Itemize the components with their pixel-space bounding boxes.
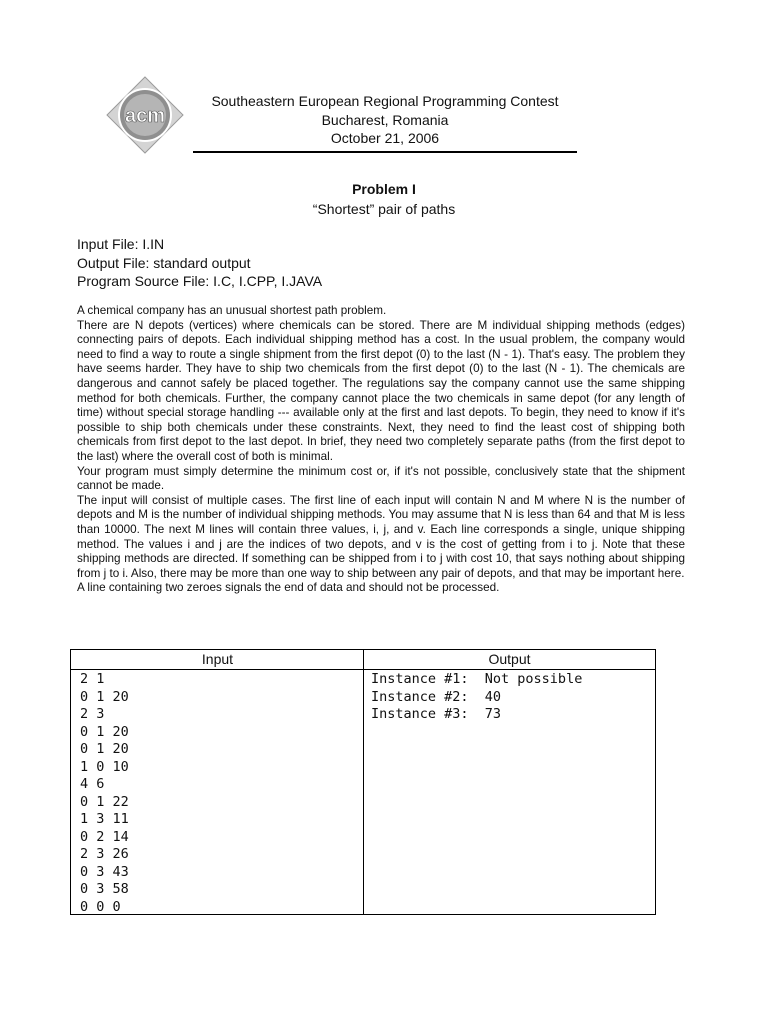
output-line: Instance #1: Not possible bbox=[371, 671, 583, 687]
output-file: Output File: standard output bbox=[77, 254, 251, 271]
input-line: 0 2 14 bbox=[80, 828, 129, 845]
acm-logo-icon bbox=[106, 76, 184, 154]
description-paragraph: The input will consist of multiple cases. The first line of each input will contain N and M where N is the number of depots and M is the number of individual shipping methods. You may assume that N is less than 64 and that M is less than 10000. The next M lines will contain three values, i, j, and v. Each line corresponds a single, unique shipping method. The values i and j are the indices of two depots, and v is the cost of getting from i to j. Note that these shipping methods are directed. If something can be shipped from i to j with cost 10, that says nothing about shipping from j to i. Also, there may be more than one way to ship between any pair of depots, and that may be important here. bbox=[77, 493, 685, 580]
problem-title: Problem I bbox=[352, 181, 416, 197]
input-line: 2 3 26 bbox=[80, 846, 129, 862]
io-example-table bbox=[70, 649, 656, 915]
description-paragraph: A line containing two zeroes signals the end of data and should not be processed. bbox=[77, 581, 500, 595]
input-line: 2 1 bbox=[80, 671, 105, 687]
source-file: Program Source File: I.C, I.CPP, I.JAVA bbox=[77, 273, 323, 289]
output-line: Instance #3: 73 bbox=[371, 706, 502, 722]
problem-description bbox=[77, 304, 685, 596]
output-line: Instance #2: 40 bbox=[371, 688, 502, 705]
input-line: 1 0 10 bbox=[80, 758, 129, 775]
input-file: Input File: I.IN bbox=[77, 236, 165, 252]
header-divider bbox=[193, 151, 577, 153]
input-line: 0 1 20 bbox=[80, 688, 129, 705]
logo-text: acm bbox=[124, 105, 166, 127]
input-column-header: Input bbox=[201, 651, 234, 667]
problem-subtitle: “Shortest” pair of paths bbox=[312, 201, 456, 217]
description-paragraph: There are N depots (vertices) where chemicals can be stored. There are M individual shipping methods (edges) connecting pairs of depots. Each individual shipping method has a cost. In the usual problem, the company would need to find a way to route a single shipment from the first depot (0) to the last (N - 1). That's easy. The problem they have seems harder. They have to ship two chemicals from the first depot (0) to the last (N - 1). The chemicals are dangerous and cannot safely be placed together. The regulations say the company cannot use the same shipping method for both chemicals. Further, the company cannot place the two chemicals in same depot (for any length of time) without special storage handling --- available only at the first and last depots. To begin, they need to know if it's possible to ship both chemicals under these constraints. Next, they need to find the least cost of shipping both chemicals from first depot to the last depot. In brief, they need two completely separate paths (from the first depot to the last) where the overall cost of both is minimal. bbox=[77, 318, 685, 463]
input-line: 2 3 bbox=[80, 706, 105, 722]
contest-header bbox=[192, 92, 578, 148]
input-line: 0 3 43 bbox=[80, 863, 129, 880]
contest-name: Southeastern European Regional Programming Contest bbox=[211, 93, 559, 109]
output-column-header: Output bbox=[488, 651, 531, 667]
table-column-divider bbox=[363, 650, 364, 914]
input-line: 0 3 58 bbox=[80, 881, 129, 897]
input-line: 1 3 11 bbox=[80, 811, 129, 827]
contest-location: Bucharest, Romania bbox=[321, 111, 449, 128]
contest-date: October 21, 2006 bbox=[330, 130, 440, 146]
sample-input bbox=[80, 671, 129, 916]
input-line: 0 0 0 bbox=[80, 898, 121, 915]
input-line: 0 1 20 bbox=[80, 723, 129, 740]
file-info bbox=[77, 235, 322, 291]
input-line: 0 1 20 bbox=[80, 741, 129, 757]
sample-output bbox=[371, 671, 582, 724]
description-paragraph: Your program must simply determine the minimum cost or, if it's not possible, conclusively state that the shipment cannot be made. bbox=[77, 464, 685, 493]
input-line: 0 1 22 bbox=[80, 793, 129, 810]
description-paragraph: A chemical company has an unusual shortest path problem. bbox=[77, 304, 387, 317]
input-line: 4 6 bbox=[80, 776, 105, 792]
